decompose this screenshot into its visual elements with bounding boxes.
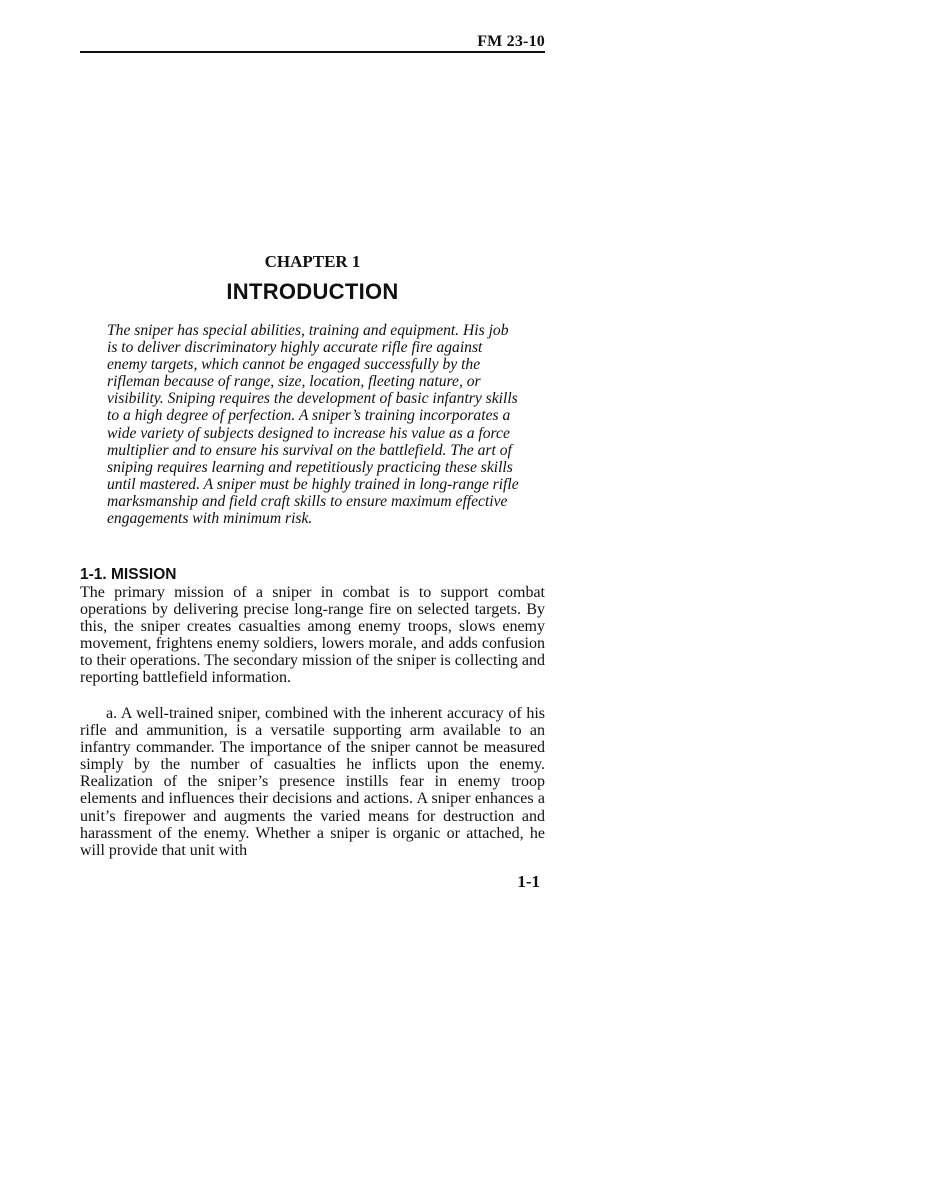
mission-subparagraph-a: a. A well-trained sniper, combined with the inherent accuracy of his rifle and ammunition, is a versatile supporting arm available to an infantry commander. The importance of the sniper cannot be measured simply by the number of casualties he inflicts upon the enemy. Realization of the sniper’s presence instills fear in enemy troop elements and influences their decisions and actions. A sniper enhances a unit’s firepower and augments the varied means for destruction and harassment of the enemy. Whether a sniper is organic or attached, he will provide that unit with <box>80 705 545 859</box>
section-heading-mission: 1-1. MISSION <box>80 566 177 583</box>
mission-paragraph: The primary mission of a sniper in combat is to support combat operations by delivering precise long-range fire on selected targets. By this, the sniper creates casualties among enemy troops, slows enemy movement, frightens enemy soldiers, lowers morale, and adds confusion to their operations. The secondary mission of the sniper is collecting and reporting battlefield information. <box>80 584 545 687</box>
document-id: FM 23-10 <box>477 33 545 50</box>
chapter-label: CHAPTER 1 <box>264 252 361 271</box>
chapter-abstract: The sniper has special abilities, training and equipment. His job is to deliver discriminatory highly accurate rifle fire against enemy targets, which cannot be engaged successfully by the rifleman because of range, size, location, fleeting nature, or visibility. Sniping requires the development of basic infantry skills to a high degree of perfection. A sniper’s training incorporates a wide variety of subjects designed to increase his value as a force multiplier and to ensure his survival on the battlefield. The art of sniping requires learning and repetitiously practicing these skills until mastered. A sniper must be highly trained in long-range rifle marksmanship and field craft skills to ensure maximum effective engagements with minimum risk. <box>107 322 519 528</box>
header-rule <box>80 51 545 53</box>
page-number: 1-1 <box>517 872 540 891</box>
chapter-title: INTRODUCTION <box>226 279 399 304</box>
